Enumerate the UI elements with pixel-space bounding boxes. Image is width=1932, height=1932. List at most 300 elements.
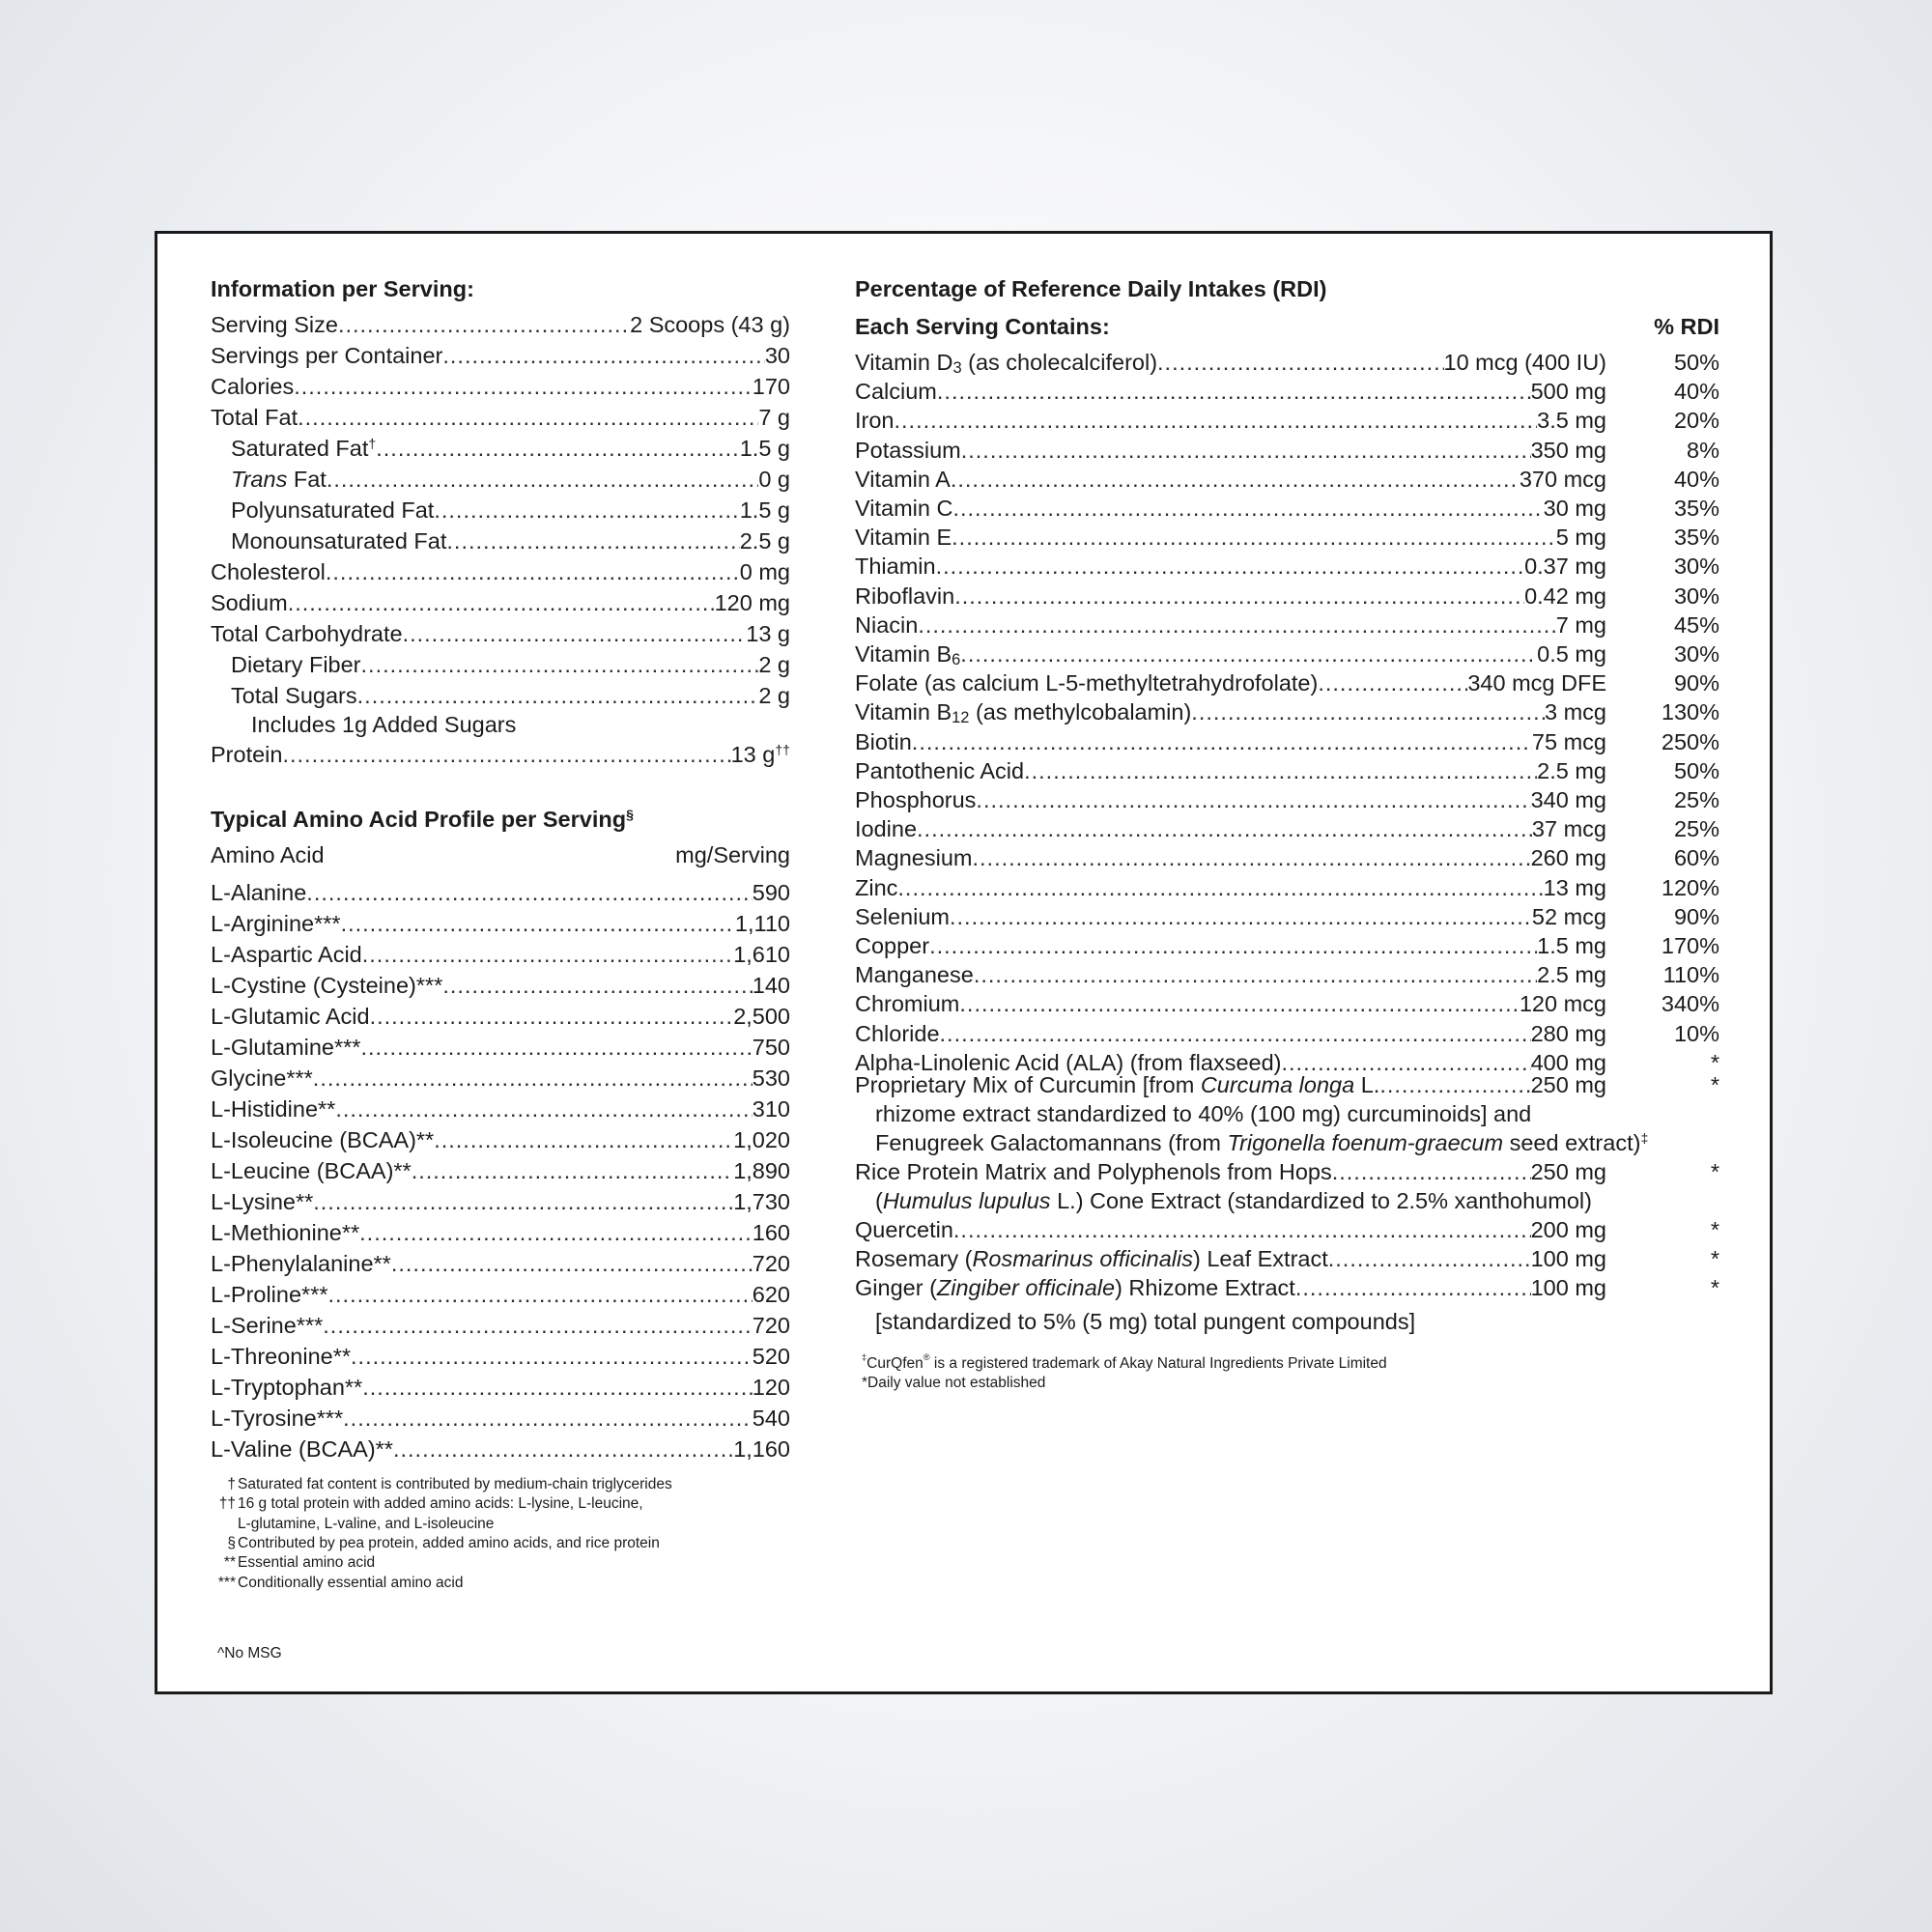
nutrient-label-suffix: (as methylcobalamin): [969, 699, 1192, 725]
nutrient-row: [855, 873, 1606, 902]
amino-col-unit: mg/Serving: [675, 842, 790, 867]
info-value: 120 mg: [714, 590, 790, 615]
rdi-column-heading: % RDI: [1654, 314, 1719, 339]
nutrient-row: [855, 727, 1606, 756]
nutrient-rdi: 30%: [1673, 582, 1719, 609]
info-value: 1.5 g: [739, 436, 790, 461]
amino-value: 120: [752, 1375, 790, 1400]
amino-value: 620: [752, 1282, 790, 1307]
nutrient-label-text: Vitamin B: [855, 699, 952, 725]
leader-dots: [1295, 1273, 1531, 1302]
daily-value-note: *Daily value not established: [862, 1375, 1046, 1391]
amino-label: L-Cystine (Cysteine)***: [211, 973, 443, 998]
leader-dots: [361, 650, 759, 679]
nutrient-row: [855, 465, 1606, 494]
info-label: [211, 588, 288, 617]
amino-value: 160: [752, 1220, 790, 1245]
nutrient-row: [855, 494, 1606, 523]
nutrient-label: [855, 377, 937, 406]
nutrient-row: [855, 931, 1606, 960]
amino-value: 2,500: [733, 1004, 790, 1029]
info-label-text: Polyunsaturated Fat: [231, 497, 435, 523]
amino-value: 140: [752, 973, 790, 998]
amino-label: L-Arginine***: [211, 911, 341, 936]
amino-value: 530: [752, 1065, 790, 1091]
nutrient-rdi: 50%: [1673, 350, 1719, 375]
nutrient-amount: 500 mg: [1530, 379, 1606, 405]
quercetin-label: Quercetin: [855, 1217, 953, 1242]
nutrient-amount: 370 mcg: [1519, 466, 1606, 492]
nutrient-label-text: Pantothenic Acid: [855, 757, 1025, 783]
amino-row: [211, 1094, 790, 1123]
amino-col-label: Amino Acid: [211, 842, 325, 867]
amino-label: L-Valine (BCAA)**: [211, 1436, 393, 1462]
leader-dots: [391, 1249, 753, 1278]
rice-protein-value: 250 mg: [1530, 1159, 1606, 1184]
nutrient-label-text: Biotin: [855, 728, 912, 754]
leader-dots: [306, 878, 752, 907]
amino-row: [211, 940, 790, 969]
nutrient-row: [855, 989, 1606, 1018]
nutrient-rdi: 40%: [1673, 466, 1719, 492]
nutrient-label-text: Vitamin A: [855, 466, 951, 492]
rice-protein-rdi: *: [1710, 1159, 1719, 1184]
nutrient-row: [855, 348, 1606, 377]
nutrient-row: [855, 697, 1606, 726]
protein-label: Protein: [211, 742, 283, 767]
amino-value: 750: [752, 1035, 790, 1060]
nutrient-label-text: Potassium: [855, 437, 961, 463]
leader-dots: [403, 619, 747, 648]
info-label: [211, 341, 442, 370]
nutrient-label: [855, 436, 961, 465]
added-sugars-note: Includes 1g Added Sugars: [251, 712, 517, 737]
info-label: [231, 650, 361, 679]
info-value: 2 g: [758, 683, 790, 708]
info-row: [211, 619, 790, 648]
nutrient-label: [855, 960, 974, 989]
nutrient-rdi: 60%: [1673, 845, 1719, 871]
nutrient-rdi: 40%: [1673, 379, 1719, 405]
leader-dots: [951, 465, 1520, 494]
leader-dots: [442, 971, 752, 1000]
leader-dots: [929, 931, 1537, 960]
leader-dots: [327, 465, 759, 494]
nutrient-label-text: Chloride: [855, 1020, 940, 1046]
quercetin-value: 200 mg: [1530, 1217, 1606, 1242]
nutrient-label-text: Phosphorus: [855, 787, 977, 812]
curcumin-line2: rhizome extract standardized to 40% (100 mg) curcuminoids] and: [875, 1101, 1532, 1126]
amino-label: L-Proline***: [211, 1282, 328, 1307]
amino-value: 1,160: [733, 1436, 790, 1462]
nutrient-row: [855, 552, 1606, 581]
amino-value: 1,890: [733, 1158, 790, 1183]
nutrient-row: [855, 668, 1606, 697]
nutrient-subscript: 6: [952, 651, 961, 668]
rosemary-row: [855, 1244, 1606, 1273]
nutrient-amount: 120 mcg: [1519, 991, 1606, 1017]
nutrient-rdi: 25%: [1673, 787, 1719, 812]
leader-dots: [335, 1094, 752, 1123]
nutrient-label: [855, 639, 960, 668]
info-label-text: Servings per Container: [211, 343, 443, 368]
nutrient-row: [855, 843, 1606, 872]
nutrient-amount: 30 mg: [1543, 496, 1606, 521]
nutrient-label: [855, 582, 954, 611]
leader-dots: [952, 494, 1543, 523]
footnote-mark: †: [227, 1476, 236, 1492]
footnote-mark: **: [223, 1554, 236, 1572]
footnote: [211, 1475, 672, 1494]
leader-dots: [434, 496, 739, 525]
amino-label: L-Aspartic Acid: [211, 942, 362, 967]
amino-label: L-Threonine**: [211, 1344, 352, 1369]
nutrient-amount: 0.42 mg: [1524, 582, 1606, 609]
amino-value: 540: [752, 1406, 790, 1431]
footnote: [211, 1494, 643, 1514]
nutrient-label: [855, 611, 918, 639]
info-row: [231, 650, 790, 679]
info-row: [231, 434, 790, 463]
amino-label: L-Histidine**: [211, 1096, 336, 1122]
nutrient-amount: 400 mg: [1530, 1049, 1606, 1075]
curcumin-value: 250 mg: [1530, 1072, 1606, 1097]
info-row: [211, 372, 790, 401]
protein-value: 13 g††: [730, 742, 790, 767]
nutrient-rdi: 8%: [1687, 437, 1719, 463]
info-value: 0 mg: [739, 559, 790, 584]
info-label-text: Saturated Fat: [231, 436, 369, 461]
nutrient-rdi: 120%: [1661, 874, 1719, 900]
leader-dots: [446, 526, 739, 555]
leader-dots: [895, 406, 1538, 435]
footnote-mark: ††: [218, 1495, 236, 1513]
amino-row: [211, 1033, 790, 1062]
nutrient-label: [855, 756, 1024, 785]
nutrient-label: [855, 523, 952, 552]
leader-dots: [1157, 348, 1443, 377]
ginger-value: 100 mg: [1530, 1275, 1606, 1300]
amino-label: L-Methionine**: [211, 1220, 360, 1245]
info-label-text: Calories: [211, 374, 295, 399]
nutrient-amount: 340 mg: [1530, 787, 1606, 812]
leader-dots: [940, 1019, 1531, 1048]
info-value: 2 g: [758, 652, 790, 677]
leader-dots: [1328, 1244, 1531, 1273]
footnote-text: 16 g total protein with added amino acids: L-lysine, L-leucine,: [238, 1495, 643, 1513]
nutrient-amount: 1.5 mg: [1537, 933, 1606, 958]
rdi-heading: Percentage of Reference Daily Intakes (RDI): [855, 276, 1327, 301]
amino-value: 310: [752, 1096, 790, 1122]
info-label: [231, 526, 446, 555]
footnote-mark: ***: [217, 1574, 236, 1591]
nutrient-row: [855, 814, 1606, 843]
rice-protein-label: Rice Protein Matrix and Polyphenols from Hops: [855, 1159, 1332, 1184]
leader-dots: [357, 681, 759, 710]
leader-dots: [972, 843, 1530, 872]
leader-dots: [952, 523, 1556, 552]
quercetin-rdi: *: [1710, 1217, 1719, 1242]
info-heading: Information per Serving:: [211, 276, 474, 301]
nutrient-row: [855, 523, 1606, 552]
info-label-italic: Trans: [231, 467, 288, 492]
nutrient-rdi: 45%: [1673, 611, 1719, 638]
leader-dots: [327, 1280, 752, 1309]
amino-row: [211, 1404, 790, 1433]
leader-dots: [282, 740, 730, 769]
nutrient-row: [855, 639, 1606, 668]
nutrient-rdi: 30%: [1673, 554, 1719, 580]
info-label-text: Sodium: [211, 590, 288, 615]
nutrient-rdi: 30%: [1673, 641, 1719, 667]
amino-label: L-Tyrosine***: [211, 1406, 344, 1431]
rosemary-rdi: *: [1710, 1246, 1719, 1271]
leader-dots: [1332, 1157, 1531, 1186]
leader-dots: [936, 552, 1524, 581]
amino-row: [211, 1435, 790, 1463]
nutrient-label: [855, 785, 976, 814]
info-label: [231, 465, 327, 494]
leader-dots: [950, 902, 1532, 931]
footnote: [211, 1534, 660, 1553]
info-row: [211, 341, 790, 370]
no-msg-note: ^No MSG: [217, 1645, 282, 1662]
leader-dots: [974, 960, 1537, 989]
nutrient-label-text: Vitamin D: [855, 350, 953, 375]
info-row: [231, 681, 790, 710]
nutrient-label: [855, 465, 951, 494]
info-row: [231, 496, 790, 525]
nutrient-label: [855, 348, 1157, 377]
nutrient-rdi: 90%: [1673, 903, 1719, 929]
nutrient-label-text: Thiamin: [855, 554, 936, 580]
amino-value: 1,110: [734, 911, 790, 936]
nutrient-label: [855, 814, 917, 843]
leader-dots: [326, 557, 740, 586]
info-row: [211, 403, 790, 432]
info-value: 1.5 g: [739, 497, 790, 523]
nutrient-label-text: Manganese: [855, 962, 974, 988]
leader-dots: [298, 403, 758, 432]
nutrient-amount: 13 mg: [1543, 874, 1606, 900]
nutrient-label: [855, 697, 1191, 726]
amino-label: Glycine***: [211, 1065, 313, 1091]
each-serving-heading: Each Serving Contains:: [855, 314, 1110, 339]
info-label-text: Monounsaturated Fat: [231, 528, 447, 554]
curcumin-row: [855, 1070, 1606, 1099]
nutrient-row: [855, 756, 1606, 785]
nutrient-amount: 37 mcg: [1531, 816, 1606, 842]
amino-row: [211, 909, 790, 938]
nutrient-amount: 10 mcg (400 IU): [1443, 350, 1606, 375]
leader-dots: [360, 1033, 752, 1062]
nutrient-rdi: 50%: [1673, 757, 1719, 783]
amino-label: L-Tryptophan**: [211, 1375, 363, 1400]
leader-dots: [912, 727, 1532, 756]
leader-dots: [313, 1187, 733, 1216]
info-value: 13 g: [746, 621, 790, 646]
leader-dots: [918, 611, 1555, 639]
amino-label: L-Leucine (BCAA)**: [211, 1158, 412, 1183]
info-row: [211, 310, 790, 339]
leader-dots: [897, 873, 1543, 902]
nutrient-rdi: 35%: [1673, 496, 1719, 521]
info-label: [231, 434, 376, 463]
info-row: [231, 465, 790, 494]
info-value: 2.5 g: [739, 528, 790, 554]
amino-label: L-Serine***: [211, 1313, 324, 1338]
nutrient-label-text: Iron: [855, 408, 895, 434]
rice-protein-row: [855, 1157, 1606, 1186]
ginger-label: Ginger (Zingiber officinale) Rhizome Extract: [855, 1275, 1295, 1300]
nutrient-amount: 5 mg: [1555, 525, 1606, 551]
amino-value: 1,020: [733, 1127, 790, 1152]
nutrient-amount: 350 mg: [1530, 437, 1606, 463]
rice-protein-line2: (Humulus lupulus L.) Cone Extract (standardized to 2.5% xanthohumol): [875, 1188, 1592, 1213]
leader-dots: [1318, 668, 1467, 697]
nutrient-row: [855, 406, 1606, 435]
leader-dots: [917, 814, 1532, 843]
nutrient-rdi: 35%: [1673, 525, 1719, 551]
leader-dots: [961, 436, 1531, 465]
amino-row: [211, 1002, 790, 1031]
info-label: [211, 619, 403, 648]
amino-value: 590: [752, 880, 790, 905]
amino-row: [211, 1311, 790, 1340]
nutrient-rdi: 250%: [1661, 728, 1719, 754]
info-label-text: Dietary Fiber: [231, 652, 361, 677]
nutrient-amount: 0.5 mg: [1537, 641, 1606, 667]
supplement-facts-panel: [155, 231, 1773, 1694]
nutrient-label: [855, 873, 897, 902]
leader-dots: [338, 310, 630, 339]
leader-dots: [976, 785, 1530, 814]
footnote: [211, 1553, 375, 1573]
nutrient-amount: 7 mg: [1555, 611, 1606, 638]
nutrient-rdi: 130%: [1661, 699, 1719, 725]
amino-row: [211, 878, 790, 907]
leader-dots: [313, 1064, 753, 1093]
amino-label: L-Glutamic Acid: [211, 1004, 370, 1029]
amino-value: 720: [752, 1313, 790, 1338]
amino-value: 520: [752, 1344, 790, 1369]
nutrient-subscript: 3: [952, 359, 962, 377]
nutrient-label-text: Vitamin E: [855, 525, 952, 551]
nutrient-amount: 75 mcg: [1531, 728, 1606, 754]
nutrient-amount: 280 mg: [1530, 1020, 1606, 1046]
nutrient-label-text: Vitamin C: [855, 496, 953, 521]
nutrient-label: [855, 1019, 940, 1048]
leader-dots: [341, 909, 735, 938]
nutrient-rdi: *: [1710, 1049, 1719, 1075]
nutrient-amount: 52 mcg: [1531, 903, 1606, 929]
info-row: [211, 557, 790, 586]
leader-dots: [442, 341, 765, 370]
ginger-line2: [standardized to 5% (5 mg) total pungent compounds]: [875, 1309, 1416, 1334]
nutrient-amount: 0.37 mg: [1524, 554, 1606, 580]
nutrient-label-text: Chromium: [855, 991, 960, 1017]
nutrient-label: [855, 843, 972, 872]
nutrient-label: [855, 931, 929, 960]
info-row: [211, 588, 790, 617]
info-label-text: Total Sugars: [231, 683, 357, 708]
nutrient-label-text: Alpha-Linolenic Acid (ALA) (from flaxseed): [855, 1049, 1282, 1075]
trademark-note: ‡CurQfen® is a registered trademark of Akay Natural Ingredients Private Limited: [862, 1352, 1387, 1372]
amino-heading: Typical Amino Acid Profile per Serving§: [211, 807, 634, 832]
amino-row: [211, 1064, 790, 1093]
info-value: 2 Scoops (43 g): [630, 312, 790, 337]
leader-dots: [434, 1125, 733, 1154]
info-label-text: Serving Size: [211, 312, 338, 337]
amino-label: L-Glutamine***: [211, 1035, 361, 1060]
nutrient-row: [855, 1019, 1606, 1048]
leader-dots: [376, 434, 739, 463]
info-label-text: Cholesterol: [211, 559, 326, 584]
info-label: [211, 310, 338, 339]
info-label: [231, 681, 357, 710]
curcumin-rdi: *: [1710, 1072, 1719, 1097]
amino-value: 720: [752, 1251, 790, 1276]
info-row: [231, 526, 790, 555]
rosemary-label: Rosemary (Rosmarinus officinalis) Leaf Extract: [855, 1246, 1328, 1271]
leader-dots: [412, 1156, 734, 1185]
nutrient-amount: 3.5 mg: [1537, 408, 1606, 434]
amino-row: [211, 1280, 790, 1309]
nutrient-subscript: 12: [952, 709, 970, 727]
footnote-text: L-glutamine, L-valine, and L-isoleucine: [238, 1515, 495, 1532]
amino-row: [211, 1342, 790, 1371]
amino-value: 1,610: [733, 942, 790, 967]
leader-dots: [1191, 697, 1545, 726]
amino-row: [211, 1249, 790, 1278]
nutrient-row: [855, 902, 1606, 931]
info-value: 7 g: [758, 405, 790, 430]
leader-dots: [362, 940, 733, 969]
nutrient-row: [855, 611, 1606, 639]
info-value: 30: [764, 343, 790, 368]
info-label-text: Total Carbohydrate: [211, 621, 403, 646]
footnote: [211, 1574, 464, 1593]
nutrient-label: [855, 406, 895, 435]
amino-row: [211, 1156, 790, 1185]
leader-dots: [1379, 1070, 1530, 1099]
nutrient-label: [855, 494, 952, 523]
quercetin-row: [855, 1215, 1606, 1244]
rosemary-value: 100 mg: [1530, 1246, 1606, 1271]
nutrient-label-text: Magnesium: [855, 845, 973, 871]
amino-label: L-Phenylalanine**: [211, 1251, 391, 1276]
nutrient-label-text: Riboflavin: [855, 582, 955, 609]
ginger-rdi: *: [1710, 1275, 1719, 1300]
nutrient-rdi: 110%: [1662, 962, 1719, 988]
leader-dots: [393, 1435, 733, 1463]
footnote-text: Saturated fat content is contributed by medium-chain triglycerides: [238, 1476, 672, 1492]
leader-dots: [288, 588, 715, 617]
nutrient-amount: 2.5 mg: [1537, 962, 1606, 988]
amino-row: [211, 1125, 790, 1154]
leader-dots: [351, 1342, 753, 1371]
protein-row: [211, 740, 790, 769]
nutrient-label-text: Vitamin B: [855, 641, 952, 667]
nutrient-rdi: 90%: [1673, 670, 1719, 696]
nutrient-label: [855, 552, 936, 581]
amino-row: [211, 1187, 790, 1216]
nutrient-rdi: 340%: [1661, 991, 1719, 1017]
amino-row: [211, 971, 790, 1000]
leader-dots: [343, 1404, 753, 1433]
leader-dots: [959, 989, 1519, 1018]
footnote-text: Contributed by pea protein, added amino acids, and rice protein: [238, 1534, 660, 1551]
